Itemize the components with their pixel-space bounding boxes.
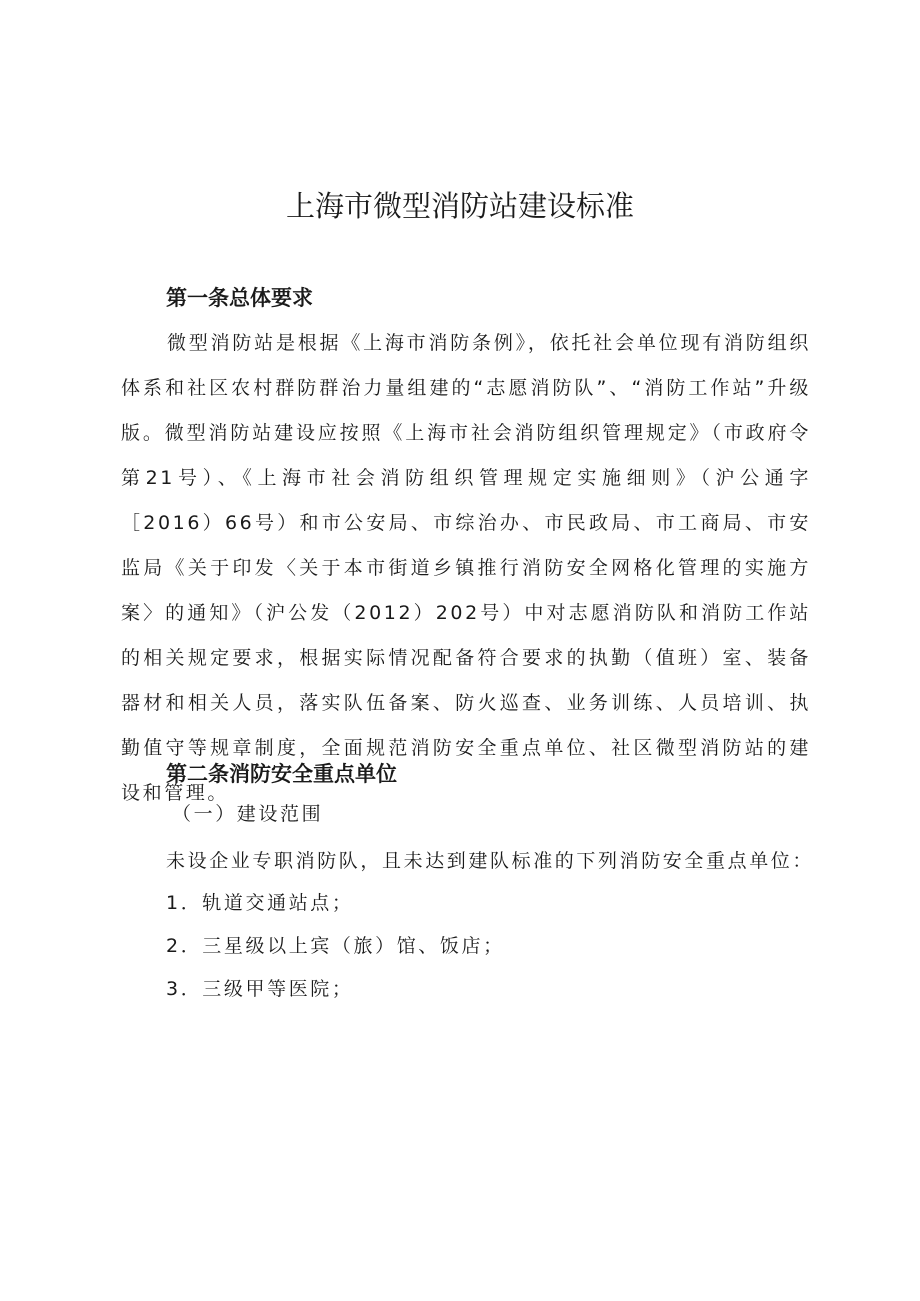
list-item: 2．三星级以上宾（旅）馆、饭店； [166, 935, 505, 957]
article-2-heading: 第二条消防安全重点单位 [166, 762, 397, 786]
list-item: 1．轨道交通站点； [166, 892, 354, 914]
article-1-heading: 第一条总体要求 [166, 286, 313, 310]
list-item: 3．三级甲等医院； [166, 978, 354, 1000]
document-title: 上海市微型消防站建设标准 [285, 189, 634, 223]
article-1-paragraph: 微型消防站是根据《上海市消防条例》，依托社会单位现有消防组织体系和社区农村群防群治力量组建的“志愿消防队”、“消防工作站”升级版。微型消防站建设应按照《上海市社会消防组织管理规定》（市政府令第21号）、《上海市社会消防组织管理规定实施细则》（沪公通字［2016）66号）和市公安局、市综治办、市民政局、市工商局、市安监局《关于印发〈关于本市街道乡镇推行消防安全网格化管理的实施方案〉的通知》（沪公发（2012）202号）中对志愿消防队和消防工作站的相关规定要求，根据实际情况配备符合要求的执勤（值班）室、装备器材和相关人员，落实队伍备案、防火巡查、业务训练、人员培训、执勤值守等规章制度，全面规范消防安全重点单位、社区微型消防站的建设和管理。 [121, 332, 811, 804]
article-2-intro: 未设企业专职消防队，且未达到建队标准的下列消防安全重点单位： [166, 850, 815, 872]
article-2-subsection-heading: （一）建设范围 [172, 803, 324, 825]
